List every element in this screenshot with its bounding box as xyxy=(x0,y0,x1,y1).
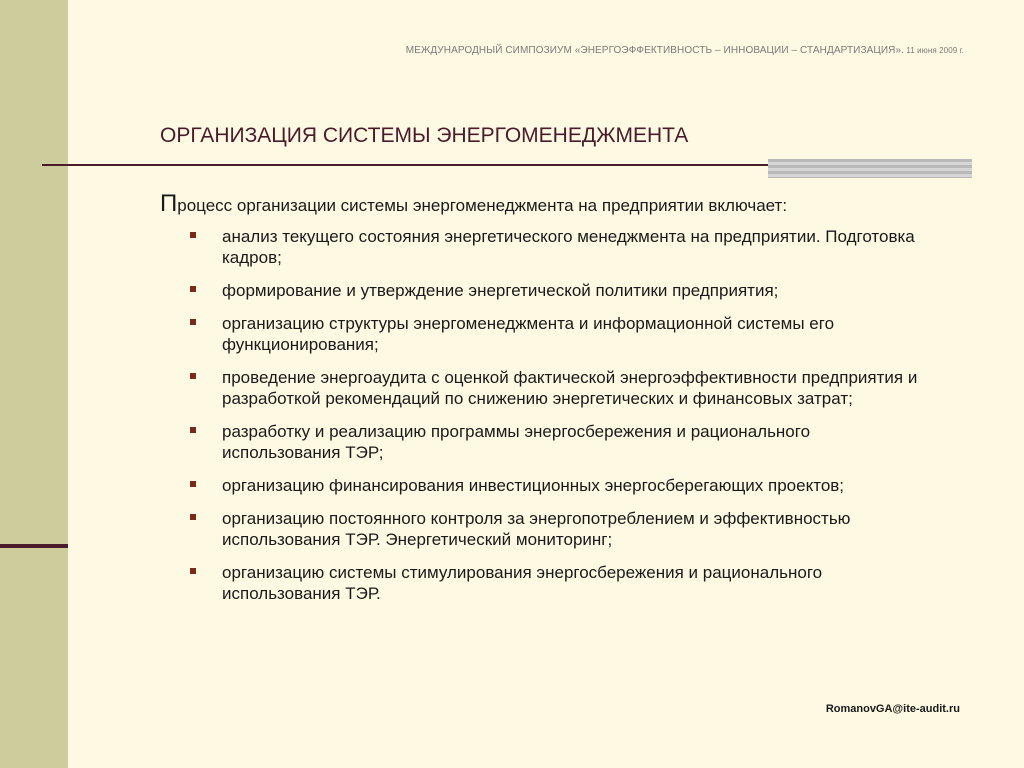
symposium-header xyxy=(406,45,964,56)
list-item xyxy=(160,475,920,496)
slide-content xyxy=(160,192,920,616)
list-item xyxy=(160,313,920,355)
list-item xyxy=(160,367,920,409)
list-item-text: организацию финансирования инвестиционных энергосберегающих проектов; xyxy=(222,476,845,495)
list-item-text: проведение энергоаудита с оценкой фактической энергоэффективности предприятия и разработкой рекомендаций по снижению энергетических и финансовых затрат; xyxy=(222,368,918,408)
slide-title: ОРГАНИЗАЦИЯ СИСТЕМЫ ЭНЕРГОМЕНЕДЖМЕНТА xyxy=(160,124,689,147)
list-item-text: организацию системы стимулирования энергосбережения и рационального использования ТЭР. xyxy=(222,563,823,603)
symposium-date: 11 июня 2009 г. xyxy=(904,46,964,55)
intro-drop-letter: П xyxy=(160,190,178,217)
title-divider-block xyxy=(768,159,972,178)
square-bullet-icon xyxy=(190,373,196,379)
list-item-text: формирование и утверждение энергетической политики предприятия; xyxy=(222,281,779,300)
square-bullet-icon xyxy=(190,568,196,574)
square-bullet-icon xyxy=(190,427,196,433)
left-decorative-band xyxy=(0,0,68,768)
list-item xyxy=(160,226,920,268)
list-item-text: анализ текущего состояния энергетического менеджмента на предприятии. Подготовка кадров; xyxy=(222,227,915,267)
left-decorative-rule xyxy=(0,544,68,548)
list-item xyxy=(160,280,920,301)
symposium-name: МЕЖДУНАРОДНЫЙ СИМПОЗИУМ «ЭНЕРГОЭФФЕКТИВНОСТЬ – ИННОВАЦИИ – СТАНДАРТИЗАЦИЯ». xyxy=(405,45,905,56)
list-item-text: организацию постоянного контроля за энергопотреблением и эффективностью использования ТЭР. Энергетический мониторинг; xyxy=(222,509,851,549)
intro-paragraph xyxy=(160,192,920,218)
list-item-text: разработку и реализацию программы энергосбережения и рационального использования ТЭР; xyxy=(222,422,811,462)
square-bullet-icon xyxy=(190,319,196,325)
list-item xyxy=(160,562,920,604)
list-item xyxy=(160,508,920,550)
footer-email: RomanovGA@ite-audit.ru xyxy=(825,703,960,715)
list-item xyxy=(160,421,920,463)
intro-text: роцесс организации системы энергоменеджмента на предприятии включает: xyxy=(177,196,788,215)
square-bullet-icon xyxy=(190,514,196,520)
square-bullet-icon xyxy=(190,286,196,292)
square-bullet-icon xyxy=(190,232,196,238)
square-bullet-icon xyxy=(190,481,196,487)
bullet-list xyxy=(160,226,920,604)
list-item-text: организацию структуры энергоменеджмента и информационной системы его функционирования; xyxy=(222,314,835,354)
